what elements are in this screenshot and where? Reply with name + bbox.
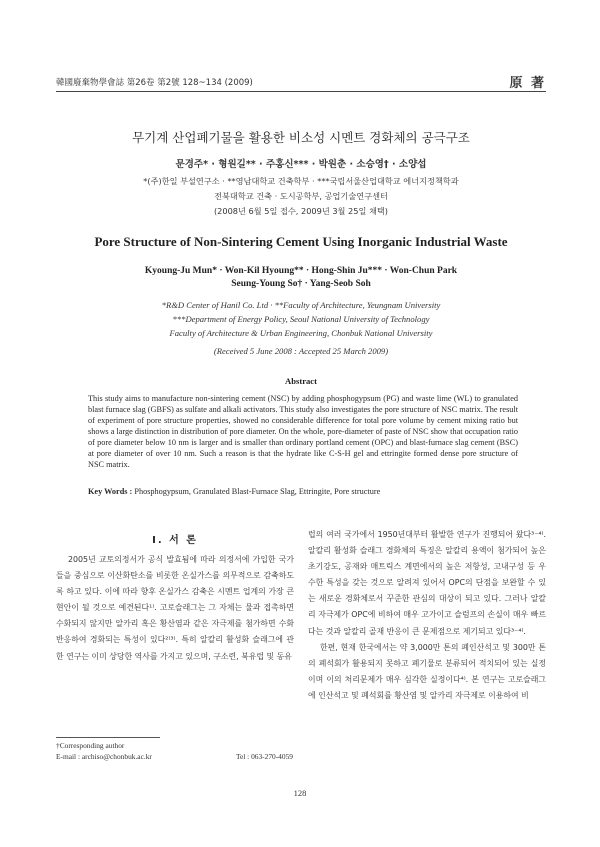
footnote-corresponding: †Corresponding author xyxy=(56,741,125,750)
korean-authors: 문경주* · 형원길** · 주홍신*** · 박원춘 · 소승영† · 소양섭 xyxy=(175,159,427,170)
english-authors-2: Seung-Young So† · Yang-Seob Soh xyxy=(231,279,371,289)
page-number: 128 xyxy=(293,788,307,798)
abstract-heading: Abstract xyxy=(285,376,317,386)
footnote-contact xyxy=(56,752,306,761)
left-column xyxy=(56,552,294,665)
intro-paragraph-1: 2005년 교토의정서가 공식 발효됨에 따라 의정서에 가입한 국가들을 중심으로 이산화탄소를 비롯한 온실가스를 의무적으로 감축하도록 하고 있다. 이에 따라 향후 온실가스 감축은 시멘트 업계의 가장 큰 현안이 될 것으로 예견된다¹⁾. 고로슬래그는 그 자체는 물과 접촉하면 수화되지 않지만 알카리 혹은 황산염과 같은 자극제를 첨가하면 수화반응하여 경화되는 특성이 있다²⁾³⁾. 특히 알칼리 활성화 슬래그에 관한 연구는 이미 상당한 역사를 가지고 있으며, 구소련, 북유럽 및 동유 xyxy=(56,555,294,661)
english-affiliation-1: *R&D Center of Hanil Co. Ltd · **Faculty of Architecture, Yeungnam University xyxy=(161,300,441,310)
english-dates: (Received 5 June 2008 : Accepted 25 March 2009) xyxy=(213,346,389,356)
journal-header xyxy=(56,72,546,92)
journal-citation: 韓國廢棄物學會誌 第26卷 第2號 128~134 (2009) xyxy=(56,78,253,88)
intro-paragraph-1-continued: 럽의 여러 국가에서 1950년대부터 활발한 연구가 진행되어 왔다³⁻⁴⁾. 알칼리 활성화 슬래그 경화체의 특징은 알칼리 용액이 첨가되어 높은 초기강도, 공재와 매트릭스 계면에서의 높은 저항성, 고내구성 등 우수한 특성을 갖는 것으로 알려져 있어서 OPC의 단점을 보완할 수 있는 새로운 경화체로서 꾸준한 관심의 대상이 되고 있다. 그러나 알칼리 자극제가 OPC에 비하여 매우 고가이고 슬럼프의 손실이 매우 빠르다는 것과 알칼리 골재 반응이 큰 문제점으로 제기되고 있다³⁻⁴⁾. xyxy=(308,530,546,636)
english-title: Pore Structure of Non-Sintering Cement Using Inorganic Industrial Waste xyxy=(94,234,508,249)
header-rule xyxy=(56,91,546,92)
english-affiliation-3: Faculty of Architecture & Urban Engineering, Chonbuk National University xyxy=(169,328,433,338)
footnote-tel: Tel : 063-270-4059 xyxy=(236,752,293,761)
english-authors-1: Kyoung-Ju Mun* · Won-Kil Hyoung** · Hong-Shin Ju*** · Won-Chun Park xyxy=(144,266,458,276)
korean-dates: (2008년 6월 5일 접수, 2009년 3월 25일 채택) xyxy=(213,206,389,216)
korean-affiliation-2: 전북대학교 건축 · 도시공학부, 공업기술연구센터 xyxy=(214,191,388,201)
abstract-body: This study aims to manufacture non-sintering cement (NSC) by adding phosphogypsum (PG) and waste lime (WL) to granulated blast furnace slag (GBFS) as sulfate and alkali activators. This study also investigates the pore structure of NSC matrix. The result of experiment of pore structure properties, showed no considerable difference for total pore volume by cement mixing ratio but shows a large distinction in distribution of pore diameter. On the whole, pore-diameter of paste of NSC show that occupation ratio of pore diameter below 10 nm is larger and is smaller than ordinary portland cement (OPC) and blast-furnace slag cement (BSC) at pore diameter of over 10 nm. Such a reason is that the hydrate like C-S-H gel and ettringite formed dense pore structure of NSC matrix. xyxy=(88,394,518,469)
footnote-email: E-mail : archiso@chonbuk.ac.kr xyxy=(56,752,152,761)
footnote-rule xyxy=(56,737,160,738)
right-column xyxy=(308,527,546,704)
article-type-tag: 原 著 xyxy=(509,76,546,91)
korean-affiliation-1: *(주)한일 부설연구소 · **영남대학교 건축학부 · ***국립서울산업대학교 에너지정책학과 xyxy=(143,176,459,186)
section-heading-introduction: I. 서 론 xyxy=(152,535,198,546)
keywords-list: Phosphogypsum, Granulated Blast-Furnace Slag, Ettringite, Pore structure xyxy=(132,487,381,496)
intro-paragraph-2: 한편, 현재 한국에서는 약 3,000만 톤의 폐인산석고 및 300만 톤의 폐석회가 활용되지 못하고 폐기물로 분류되어 적치되어 있는 실정이며 이의 처리문제가 매우 심각한 실정이다⁴⁾. 본 연구는 고로슬래그에 인산석고 및 폐석회를 황산염 및 알카리 자극제로 이용하여 비 xyxy=(308,642,546,700)
keywords xyxy=(88,487,518,496)
korean-title: 무기계 산업폐기물을 활용한 비소성 시멘트 경화체의 공극구조 xyxy=(132,130,470,145)
keywords-label: Key Words : xyxy=(88,487,133,496)
english-affiliation-2: ***Department of Energy Policy, Seoul National University of Technology xyxy=(172,314,430,324)
